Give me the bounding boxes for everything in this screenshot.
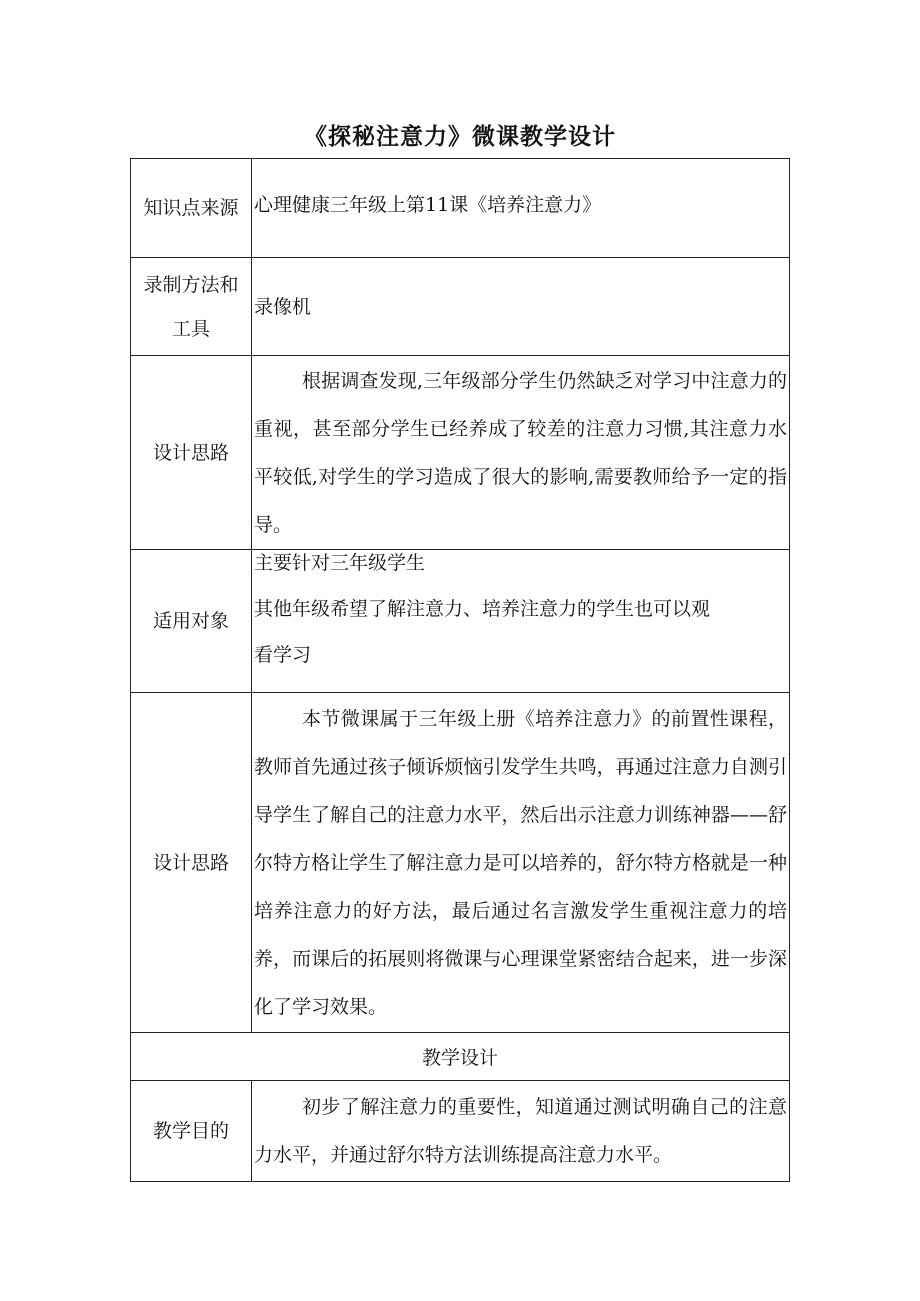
value-target-audience [252, 550, 790, 693]
label-recording-method [131, 258, 252, 356]
audience-line-1: 主要针对三年级学生 [254, 552, 426, 574]
label-design-idea-2: 设计思路 [131, 693, 252, 1033]
value-knowledge-source [252, 159, 790, 258]
audience-line-3: 看学习 [254, 644, 312, 666]
table-row-audience [131, 550, 790, 693]
value-design-idea-1 [252, 356, 790, 550]
table-row-design-idea-1 [131, 356, 790, 550]
label-knowledge-source: 知识点来源 [131, 159, 252, 258]
table-row-source [131, 159, 790, 258]
recording-method-text: 录像机 [254, 295, 312, 318]
label-teaching-goal: 教学目的 [131, 1081, 252, 1182]
knowledge-source-text: 心理健康三年级上第11课《培养注意力》 [254, 194, 602, 216]
value-design-idea-2 [252, 693, 790, 1033]
lesson-design-table [130, 158, 790, 1182]
value-recording-method [252, 258, 790, 356]
table-row-method [131, 258, 790, 356]
recording-method-label-line1: 录制方法和 [143, 273, 239, 296]
design-idea-1-text: 根据调查发现,三年级部分学生仍然缺乏对学习中注意力的重视，甚至部分学生已经养成了较差的注意力习惯,其注意力水平较低,对学生的学习造成了很大的影响,需要教师给予一定的指导。 [254, 369, 787, 536]
table-row-design-idea-2 [131, 693, 790, 1033]
document-title: 《探秘注意力》微课教学设计 [304, 124, 616, 150]
teaching-goal-text: 初步了解注意力的重要性，知道通过测试明确自己的注意力水平，并通过舒尔特方法训练提高注意力水平。 [254, 1096, 787, 1166]
audience-line-2: 其他年级希望了解注意力、培养注意力的学生也可以观 [254, 598, 711, 620]
label-target-audience: 适用对象 [131, 550, 252, 693]
recording-method-label-line2: 工具 [171, 317, 210, 340]
table-row-goal [131, 1081, 790, 1182]
label-design-idea-1: 设计思路 [131, 356, 252, 550]
section-teaching-design: 教学设计 [131, 1033, 790, 1081]
value-teaching-goal [252, 1081, 790, 1182]
table-row-section [131, 1033, 790, 1081]
design-idea-2-text: 本节微课属于三年级上册《培养注意力》的前置性课程，教师首先通过孩子倾诉烦恼引发学生共鸣，再通过注意力自测引导学生了解自己的注意力水平，然后出示注意力训练神器——舒尔特方格让学生了解注意力是可以培养的，舒尔特方格就是一种培养注意力的好方法，最后通过名言激发学生重视注意力的培养，而课后的拓展则将微课与心理课堂紧密结合起来，进一步深化了学习效果。 [254, 707, 787, 1018]
